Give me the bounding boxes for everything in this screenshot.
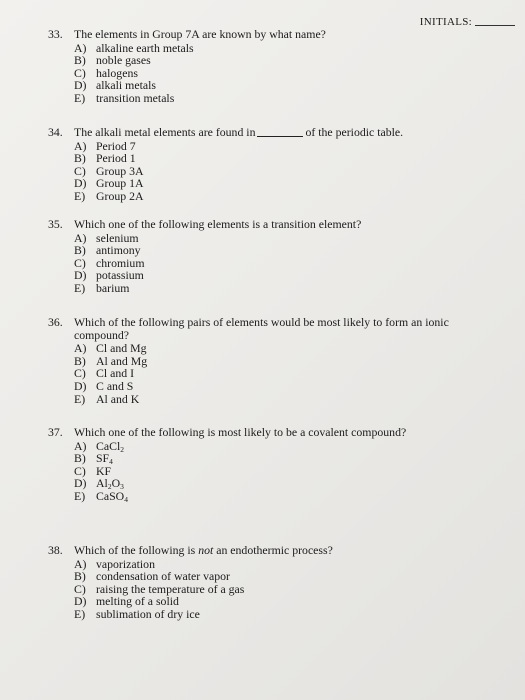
question-stem: Which one of the following elements is a transition element? (74, 217, 362, 231)
question-stem: Which one of the following is most likely to be a covalent compound? (74, 425, 407, 439)
formula: CaSO$_4$ (96, 488, 128, 504)
question-36 (48, 316, 488, 405)
option-e: E) CaSO$_4$ (74, 488, 128, 504)
option-a: A) CaCl$_2$ (74, 438, 125, 454)
option-d: D) alkali metals (74, 78, 156, 93)
question-34 (48, 126, 488, 203)
option-c: C) halogens (74, 65, 138, 80)
option-c: C) Group 3A (74, 163, 144, 178)
option-b: B) $SF_4$ (74, 451, 113, 467)
option-e: E) Group 2A (74, 188, 144, 203)
option-a: A) alkaline earth metals (74, 40, 194, 55)
question-38 (48, 544, 488, 621)
option-c: C) Cl and I (74, 366, 135, 381)
formula: $SF_4$ (96, 451, 113, 467)
question-33 (48, 28, 488, 105)
question-stem: Which of the following pairs of elements would be most likely to form an ionic compound? (74, 315, 449, 342)
question-number: 37. (48, 425, 63, 439)
formula: $Al_2O_3$ (96, 476, 124, 492)
formula: CaCl$_2$ (96, 438, 125, 454)
formula: KF (96, 463, 112, 478)
option-a: A) Cl and Mg (74, 341, 147, 356)
option-d: D) $Al_2O_3$ (74, 476, 124, 492)
option-e: E) Al and K (74, 391, 140, 406)
emphasis-not: not (198, 543, 214, 557)
option-e: E) transition metals (74, 90, 175, 105)
option-c: C) KF (74, 463, 112, 478)
option-d: D) melting of a solid (74, 594, 179, 609)
option-c: C) raising the temperature of a gas (74, 581, 245, 596)
question-number: 35. (48, 217, 63, 231)
question-number: 36. (48, 315, 63, 329)
option-b: B) antimony (74, 243, 141, 258)
option-d: D) C and S (74, 378, 134, 393)
question-number: 33. (48, 27, 63, 41)
option-b: B) condensation of water vapor (74, 569, 230, 584)
option-e: E) sublimation of dry ice (74, 606, 200, 621)
question-stem: The elements in Group 7A are known by what name? (74, 27, 326, 41)
initials-header (420, 16, 515, 28)
option-b: B) noble gases (74, 53, 151, 68)
option-b: B) Al and Mg (74, 353, 148, 368)
fill-in-blank (257, 136, 303, 137)
question-number: 38. (48, 543, 63, 557)
question-37 (48, 426, 488, 503)
option-e: E) barium (74, 280, 130, 295)
option-a: A) selenium (74, 230, 139, 245)
question-number: 34. (48, 125, 63, 139)
question-stem: The alkali metal elements are found in of the periodic table. (74, 125, 404, 139)
option-a: A) Period 7 (74, 138, 136, 153)
option-d: D) potassium (74, 268, 144, 283)
option-b: B) Period 1 (74, 151, 136, 166)
option-a: A) vaporization (74, 556, 155, 571)
question-35 (48, 218, 488, 295)
initials-blank (475, 25, 515, 26)
option-c: C) chromium (74, 255, 145, 270)
initials-label: INITIALS: (419, 16, 472, 28)
question-stem: Which of the following is not an endothermic process? (74, 543, 333, 557)
option-d: D) Group 1A (74, 176, 144, 191)
